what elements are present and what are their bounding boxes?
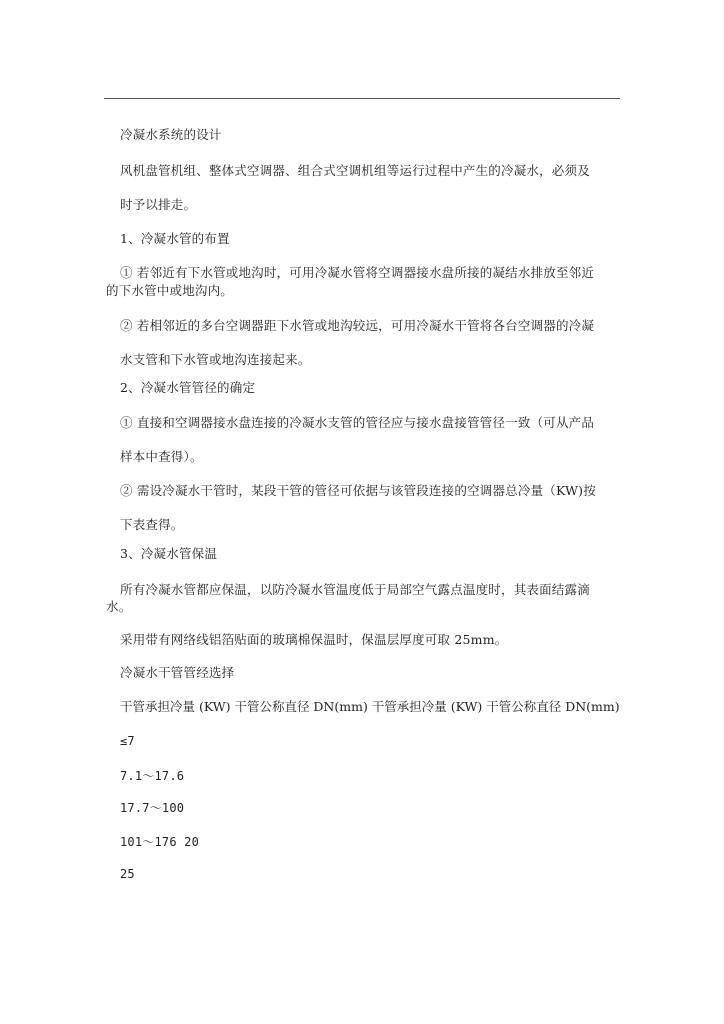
paragraph-line: 时予以排走。: [120, 197, 197, 212]
paragraph-line: 采用带有网络线铝箔贴面的玻璃棉保温时，保温层厚度可取 25mm。: [120, 632, 508, 647]
table-cell: 25: [120, 867, 135, 881]
subsection-heading: 3、冷凝水管保温: [120, 546, 218, 561]
paragraph-line: 下表查得。: [120, 517, 184, 532]
paragraph-line: 的下水管中或地沟内。: [106, 283, 234, 298]
paragraph-line: 水支管和下水管或地沟连接起来。: [120, 352, 311, 367]
table-cell: ≤7: [120, 734, 135, 748]
table-header-row: 干管承担冷量 (KW) 干管公称直径 DN(mm) 干管承担冷量 (KW) 干管公称直径 DN(mm): [120, 699, 620, 714]
paragraph-line: 风机盘管机组、整体式空调器、组合式空调机组等运行过程中产生的冷凝水，必须及: [120, 163, 590, 178]
paragraph-line: ② 若相邻近的多台空调器距下水管或地沟较远，可用冷凝水干管将各台空调器的冷凝: [120, 318, 595, 333]
paragraph-line: ① 直接和空调器接水盘连接的冷凝水支管的管径应与接水盘接管管径一致（可从产品: [120, 415, 595, 430]
subsection-heading: 2、冷凝水管管径的确定: [120, 380, 256, 395]
paragraph-line: ② 需设冷凝水干管时，某段干管的管径可依据与该管段连接的空调器总冷量（KW)按: [120, 483, 596, 498]
table-cell: 7.1～17.6: [120, 769, 185, 783]
paragraph-line: 样本中查得）。: [120, 449, 203, 464]
subsection-heading: 1、冷凝水管的布置: [120, 231, 230, 246]
table-title: 冷凝水干管管经选择: [120, 665, 235, 680]
paragraph-line: 所有冷凝水管都应保温，以防冷凝水管温度低于局部空气露点温度时，其表面结露滴: [120, 582, 590, 597]
header-divider: [104, 98, 620, 99]
section-title: 冷凝水系统的设计: [120, 127, 222, 142]
paragraph-line: ① 若邻近有下水管或地沟时，可用冷凝水管将空调器接水盘所接的凝结水排放至邻近: [120, 265, 595, 280]
table-cell: 101～176 20: [120, 835, 200, 849]
paragraph-line: 水。: [106, 599, 132, 614]
table-cell: 17.7～100: [120, 801, 185, 815]
